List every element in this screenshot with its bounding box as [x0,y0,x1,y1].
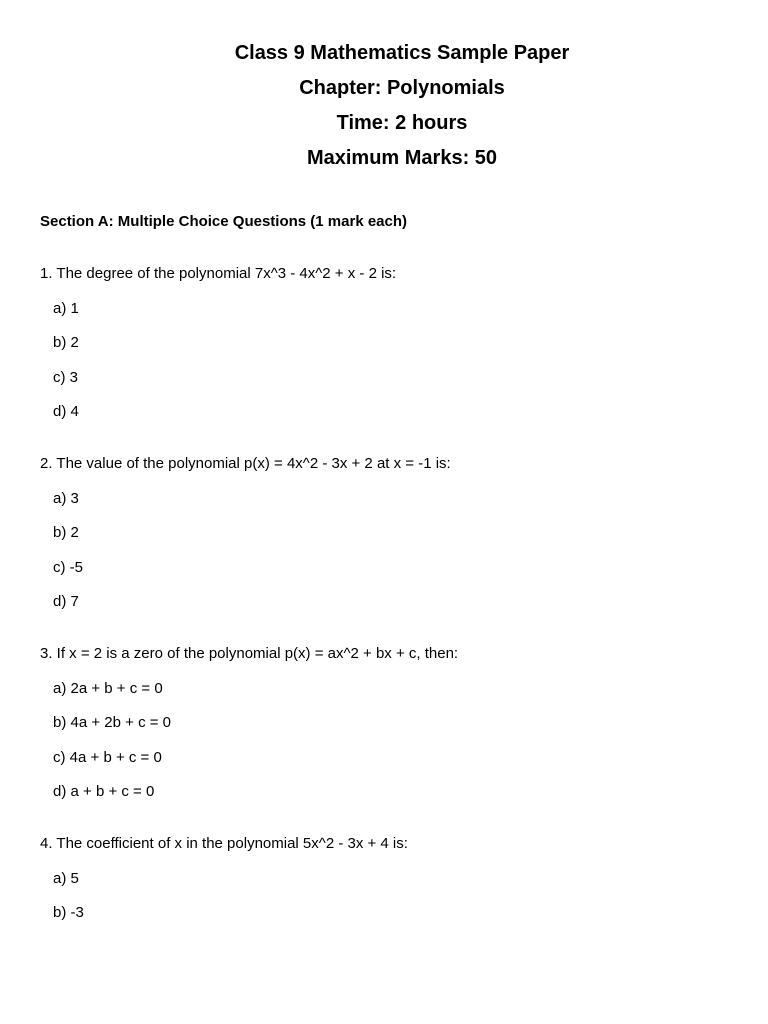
marks-line: Maximum Marks: 50 [306,147,498,169]
question-2 [40,454,451,612]
question-stem: 4. The coefficient of x in the polynomial 5x^2 - 3x + 4 is: [40,835,408,852]
question-stem: 2. The value of the polynomial p(x) = 4x^2 - 3x + 2 at x = -1 is: [40,455,451,472]
option-item: a) 2a + b + c = 0 [53,679,163,697]
option-item: d) a + b + c = 0 [53,783,155,800]
question-stem: 3. If x = 2 is a zero of the polynomial p(x) = ax^2 + bx + c, then: [40,645,459,662]
option-item: d) 4 [53,403,79,420]
option-list [40,299,396,423]
question-stem: 1. The degree of the polynomial 7x^3 - 4x^2 + x - 2 is: [40,265,397,282]
section-title: Section A: Multiple Choice Questions (1 mark each) [40,213,408,230]
question-3 [40,644,458,802]
option-item: d) 7 [53,593,79,610]
option-item: b) 4a + 2b + c = 0 [53,714,172,731]
option-item: c) 4a + b + c = 0 [53,748,162,766]
question-1 [40,264,396,422]
option-item: a) 5 [53,869,79,887]
chapter-line: Chapter: Polynomials [299,77,505,99]
option-item: a) 3 [53,489,79,507]
option-item: c) -5 [53,558,83,576]
option-list [40,679,458,803]
option-item: b) 2 [53,524,79,541]
time-line: Time: 2 hours [336,112,468,134]
question-4 [40,834,408,923]
option-list [40,489,451,613]
option-item: b) -3 [53,904,84,921]
option-item: c) 3 [53,368,79,386]
option-list [40,869,408,924]
paper-header [0,36,768,176]
option-item: a) 1 [53,299,79,317]
option-item: b) 2 [53,334,79,351]
paper-title: Class 9 Mathematics Sample Paper [234,42,570,64]
